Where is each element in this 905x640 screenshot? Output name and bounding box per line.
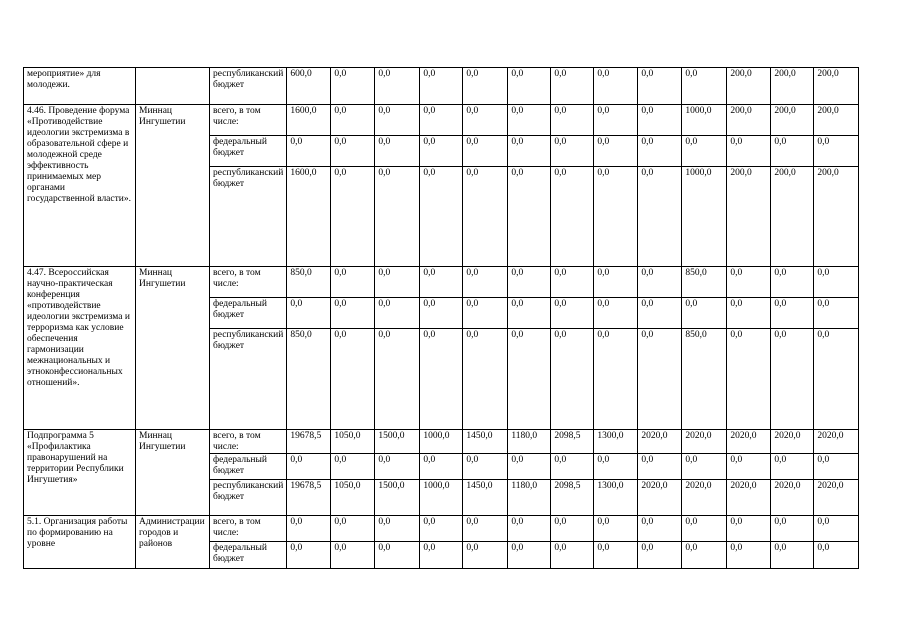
amount-cell: 0,0 (463, 454, 508, 480)
amount-cell: 1000,0 (420, 430, 463, 454)
amount-cell: 0,0 (814, 267, 859, 298)
amount-cell: 0,0 (375, 267, 420, 298)
amount-cell: 0,0 (551, 267, 594, 298)
amount-cell: 0,0 (508, 136, 551, 167)
amount-cell: 0,0 (331, 516, 375, 542)
amount-cell: 0,0 (375, 454, 420, 480)
amount-cell: 0,0 (463, 329, 508, 430)
amount-cell: 0,0 (682, 136, 727, 167)
amount-cell: 0,0 (638, 329, 682, 430)
amount-cell: 200,0 (814, 68, 859, 105)
amount-cell: 0,0 (331, 329, 375, 430)
amount-cell: 0,0 (375, 542, 420, 569)
executor-cell: Администрации городов и районов (136, 516, 210, 569)
amount-cell: 200,0 (771, 68, 814, 105)
measure-name-cell: 4.47. Всероссийская научно-практическая конференция «противодействие идеологии экстремизма и терроризма как условие обеспечения гармонизации межнациональных и этноконфессиональных отношений». (24, 267, 136, 430)
amount-cell: 0,0 (508, 298, 551, 329)
measure-name-cell: 5.1. Организация работы по формированию на уровне (24, 516, 136, 569)
amount-cell: 0,0 (508, 516, 551, 542)
amount-cell: 0,0 (814, 454, 859, 480)
amount-cell: 2020,0 (814, 430, 859, 454)
amount-cell: 0,0 (727, 542, 771, 569)
amount-cell: 0,0 (771, 542, 814, 569)
amount-cell: 0,0 (331, 454, 375, 480)
amount-cell: 0,0 (287, 516, 331, 542)
amount-cell: 0,0 (463, 68, 508, 105)
amount-cell: 0,0 (814, 136, 859, 167)
measure-name-cell: Подпрограмма 5 «Профилактика правонарушений на территории Республики Ингушетия» (24, 430, 136, 516)
amount-cell: 19678,5 (287, 430, 331, 454)
table-row (24, 68, 859, 105)
amount-cell: 0,0 (375, 516, 420, 542)
amount-cell: 0,0 (771, 136, 814, 167)
amount-cell: 0,0 (551, 454, 594, 480)
amount-cell: 1600,0 (287, 105, 331, 136)
amount-cell: 0,0 (727, 298, 771, 329)
amount-cell: 0,0 (771, 454, 814, 480)
amount-cell: 0,0 (375, 298, 420, 329)
amount-cell: 0,0 (771, 516, 814, 542)
amount-cell: 0,0 (420, 136, 463, 167)
amount-cell: 0,0 (420, 298, 463, 329)
amount-cell: 0,0 (420, 105, 463, 136)
amount-cell: 200,0 (771, 105, 814, 136)
amount-cell: 0,0 (508, 167, 551, 267)
amount-cell: 0,0 (463, 516, 508, 542)
amount-cell: 0,0 (638, 105, 682, 136)
funding-source-cell: федеральный бюджет (210, 454, 287, 480)
executor-cell: Миннац Ингушетии (136, 267, 210, 430)
amount-cell: 200,0 (727, 68, 771, 105)
amount-cell: 0,0 (638, 68, 682, 105)
amount-cell: 200,0 (814, 167, 859, 267)
amount-cell: 0,0 (594, 136, 638, 167)
table-row (24, 105, 859, 136)
amount-cell: 850,0 (287, 329, 331, 430)
amount-cell: 0,0 (682, 68, 727, 105)
amount-cell: 1300,0 (594, 480, 638, 516)
amount-cell: 0,0 (463, 542, 508, 569)
amount-cell: 0,0 (331, 542, 375, 569)
funding-source-cell: республиканский бюджет (210, 167, 287, 267)
amount-cell: 1500,0 (375, 480, 420, 516)
amount-cell: 0,0 (771, 329, 814, 430)
measure-name-cell: мероприятие» для молодежи. (24, 68, 136, 105)
amount-cell: 0,0 (814, 298, 859, 329)
amount-cell: 0,0 (727, 454, 771, 480)
amount-cell: 0,0 (331, 167, 375, 267)
amount-cell: 1000,0 (420, 480, 463, 516)
amount-cell: 0,0 (594, 68, 638, 105)
amount-cell: 0,0 (594, 542, 638, 569)
amount-cell: 0,0 (771, 267, 814, 298)
funding-source-cell: всего, в том числе: (210, 105, 287, 136)
amount-cell: 600,0 (287, 68, 331, 105)
amount-cell: 0,0 (682, 542, 727, 569)
amount-cell: 0,0 (375, 329, 420, 430)
amount-cell: 0,0 (594, 516, 638, 542)
amount-cell: 0,0 (682, 298, 727, 329)
amount-cell: 1300,0 (594, 430, 638, 454)
amount-cell: 0,0 (638, 136, 682, 167)
amount-cell: 0,0 (463, 298, 508, 329)
table-row (24, 430, 859, 454)
amount-cell: 0,0 (375, 136, 420, 167)
budget-table (23, 67, 859, 569)
amount-cell: 0,0 (331, 105, 375, 136)
amount-cell: 2020,0 (638, 480, 682, 516)
amount-cell: 0,0 (463, 167, 508, 267)
amount-cell: 0,0 (375, 68, 420, 105)
amount-cell: 0,0 (508, 68, 551, 105)
amount-cell: 0,0 (420, 454, 463, 480)
amount-cell: 2020,0 (682, 430, 727, 454)
amount-cell: 0,0 (594, 105, 638, 136)
funding-source-cell: всего, в том числе: (210, 516, 287, 542)
amount-cell: 19678,5 (287, 480, 331, 516)
budget-table-body (24, 68, 859, 569)
amount-cell: 0,0 (287, 136, 331, 167)
funding-source-cell: всего, в том числе: (210, 267, 287, 298)
executor-cell: Миннац Ингушетии (136, 105, 210, 267)
amount-cell: 0,0 (551, 298, 594, 329)
amount-cell: 2020,0 (814, 480, 859, 516)
amount-cell: 1500,0 (375, 430, 420, 454)
amount-cell: 0,0 (551, 105, 594, 136)
executor-cell (136, 68, 210, 105)
amount-cell: 200,0 (727, 167, 771, 267)
amount-cell: 0,0 (638, 298, 682, 329)
funding-source-cell: федеральный бюджет (210, 298, 287, 329)
amount-cell: 200,0 (727, 105, 771, 136)
amount-cell: 850,0 (682, 267, 727, 298)
amount-cell: 0,0 (594, 454, 638, 480)
funding-source-cell: республиканский бюджет (210, 480, 287, 516)
amount-cell: 0,0 (551, 136, 594, 167)
amount-cell: 0,0 (638, 516, 682, 542)
funding-source-cell: федеральный бюджет (210, 136, 287, 167)
amount-cell: 0,0 (420, 167, 463, 267)
amount-cell: 0,0 (594, 267, 638, 298)
amount-cell: 0,0 (463, 136, 508, 167)
amount-cell: 1180,0 (508, 430, 551, 454)
amount-cell: 0,0 (420, 68, 463, 105)
amount-cell: 0,0 (727, 516, 771, 542)
amount-cell: 0,0 (727, 267, 771, 298)
table-row (24, 516, 859, 542)
amount-cell: 1180,0 (508, 480, 551, 516)
amount-cell: 0,0 (287, 298, 331, 329)
amount-cell: 0,0 (638, 542, 682, 569)
amount-cell: 0,0 (682, 454, 727, 480)
amount-cell: 0,0 (551, 516, 594, 542)
amount-cell: 0,0 (331, 136, 375, 167)
amount-cell: 0,0 (508, 454, 551, 480)
amount-cell: 1050,0 (331, 480, 375, 516)
funding-source-cell: федеральный бюджет (210, 542, 287, 569)
amount-cell: 0,0 (420, 329, 463, 430)
amount-cell: 2020,0 (638, 430, 682, 454)
amount-cell: 0,0 (814, 542, 859, 569)
amount-cell: 0,0 (331, 68, 375, 105)
amount-cell: 0,0 (771, 298, 814, 329)
amount-cell: 2020,0 (682, 480, 727, 516)
amount-cell: 0,0 (594, 298, 638, 329)
amount-cell: 2020,0 (771, 430, 814, 454)
funding-source-cell: республиканский бюджет (210, 68, 287, 105)
amount-cell: 0,0 (727, 329, 771, 430)
amount-cell: 850,0 (682, 329, 727, 430)
amount-cell: 0,0 (375, 167, 420, 267)
funding-source-cell: республиканский бюджет (210, 329, 287, 430)
amount-cell: 2020,0 (727, 480, 771, 516)
funding-source-cell: всего, в том числе: (210, 430, 287, 454)
amount-cell: 0,0 (551, 68, 594, 105)
executor-cell: Миннац Ингушетии (136, 430, 210, 516)
amount-cell: 1450,0 (463, 480, 508, 516)
amount-cell: 0,0 (463, 267, 508, 298)
amount-cell: 0,0 (508, 329, 551, 430)
amount-cell: 0,0 (814, 329, 859, 430)
amount-cell: 0,0 (331, 298, 375, 329)
measure-name-cell: 4.46. Проведение форума «Противодействие идеологии экстремизма в образовательной сфере и молодежной среде эффективность принимаемых мер органами государственной власти». (24, 105, 136, 267)
amount-cell: 850,0 (287, 267, 331, 298)
amount-cell: 200,0 (814, 105, 859, 136)
amount-cell: 0,0 (727, 136, 771, 167)
amount-cell: 0,0 (638, 454, 682, 480)
amount-cell: 0,0 (551, 329, 594, 430)
amount-cell: 0,0 (420, 267, 463, 298)
amount-cell: 0,0 (508, 542, 551, 569)
amount-cell: 0,0 (508, 105, 551, 136)
amount-cell: 200,0 (771, 167, 814, 267)
amount-cell: 0,0 (287, 542, 331, 569)
amount-cell: 0,0 (420, 542, 463, 569)
amount-cell: 0,0 (331, 267, 375, 298)
amount-cell: 2020,0 (771, 480, 814, 516)
amount-cell: 0,0 (508, 267, 551, 298)
amount-cell: 1000,0 (682, 167, 727, 267)
amount-cell: 0,0 (420, 516, 463, 542)
amount-cell: 0,0 (551, 167, 594, 267)
amount-cell: 0,0 (375, 105, 420, 136)
amount-cell: 1050,0 (331, 430, 375, 454)
amount-cell: 1600,0 (287, 167, 331, 267)
amount-cell: 2098,5 (551, 480, 594, 516)
amount-cell: 2020,0 (727, 430, 771, 454)
amount-cell: 0,0 (594, 167, 638, 267)
amount-cell: 0,0 (594, 329, 638, 430)
amount-cell: 0,0 (287, 454, 331, 480)
amount-cell: 0,0 (638, 167, 682, 267)
amount-cell: 1450,0 (463, 430, 508, 454)
amount-cell: 0,0 (551, 542, 594, 569)
amount-cell: 0,0 (463, 105, 508, 136)
amount-cell: 0,0 (682, 516, 727, 542)
table-row (24, 267, 859, 298)
amount-cell: 1000,0 (682, 105, 727, 136)
amount-cell: 2098,5 (551, 430, 594, 454)
amount-cell: 0,0 (638, 267, 682, 298)
amount-cell: 0,0 (814, 516, 859, 542)
